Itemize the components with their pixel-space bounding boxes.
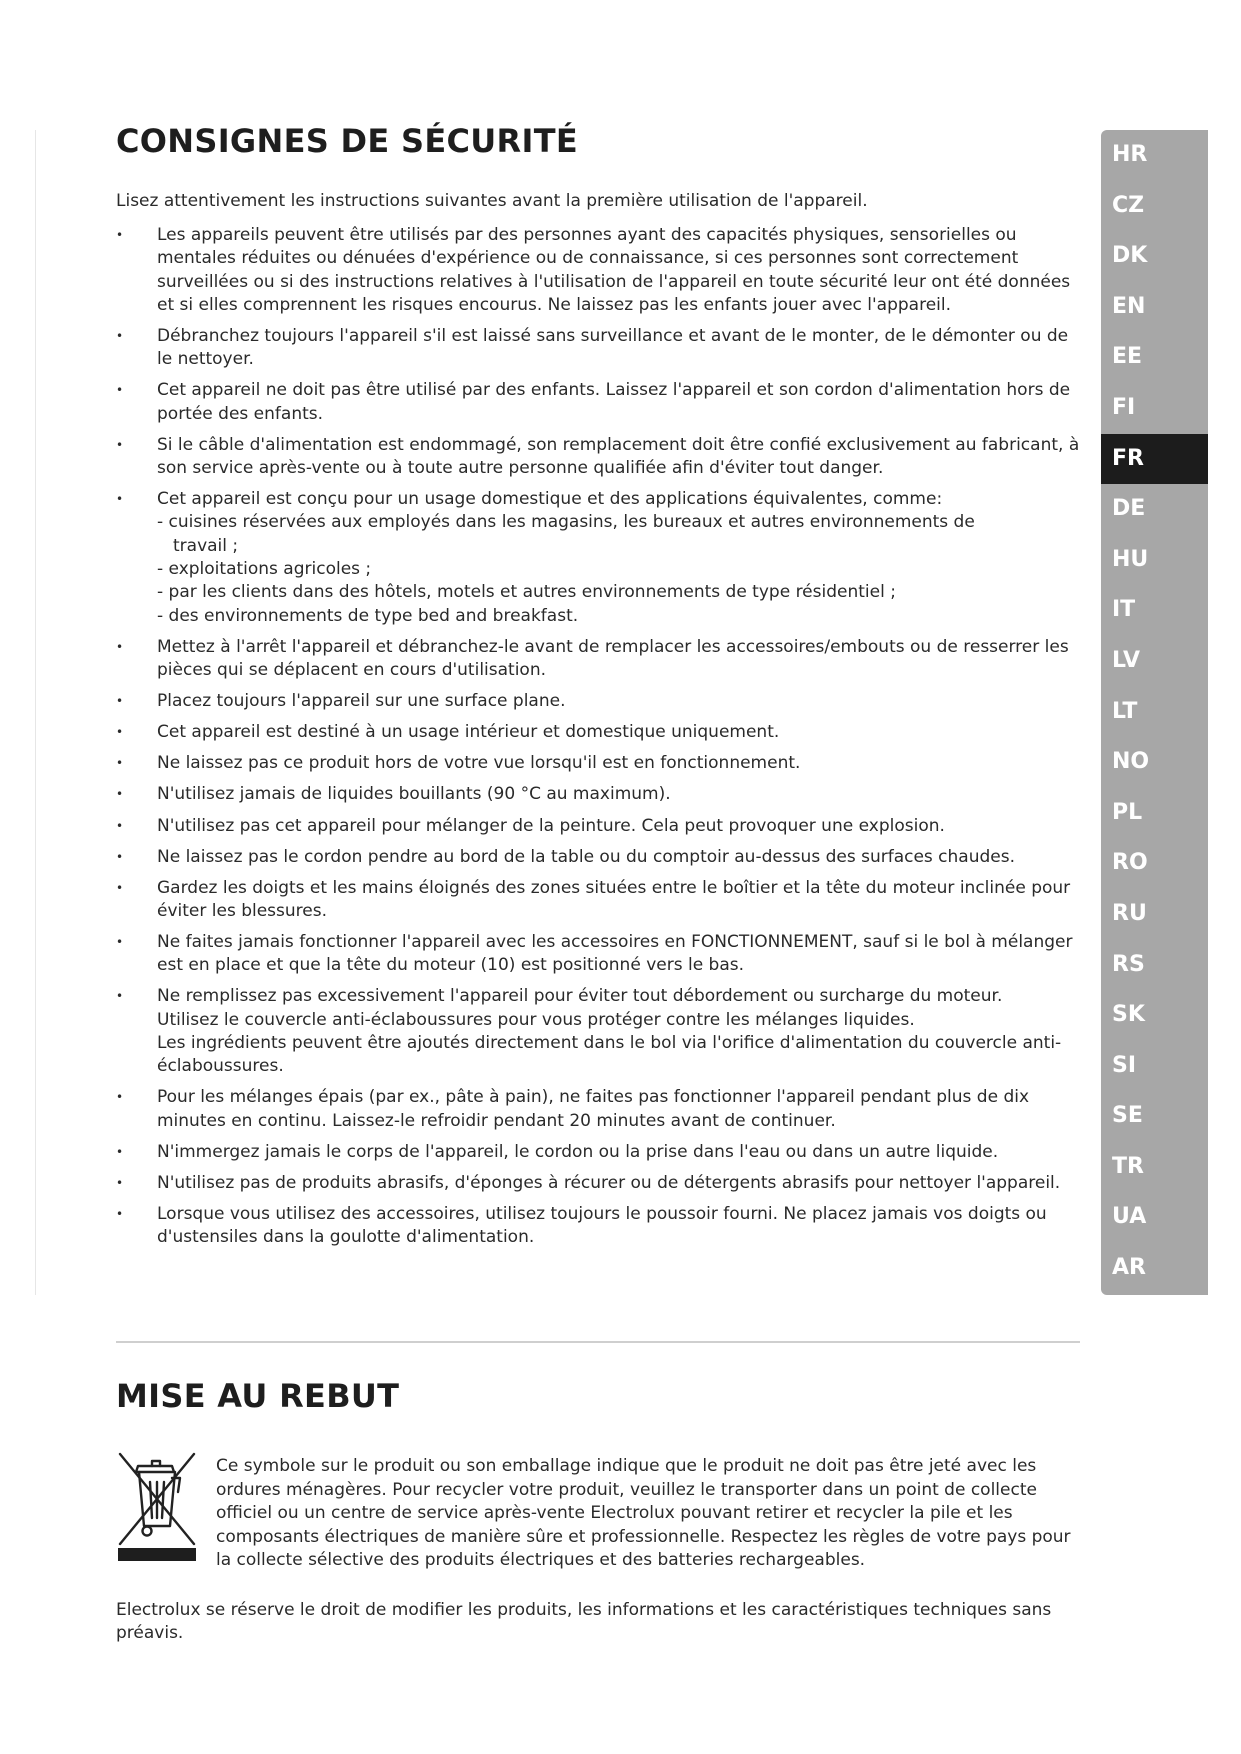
safety-item: • Ne laissez pas le cordon pendre au bord de la table ou du comptoir au-dessus des surfaces chaudes. bbox=[116, 846, 1080, 869]
safety-item-domestic bbox=[116, 488, 1080, 628]
safety-item: • N'utilisez pas cet appareil pour mélanger de la peinture. Cela peut provoquer une explosion. bbox=[116, 815, 1080, 838]
safety-item: • Placez toujours l'appareil sur une surface plane. bbox=[116, 690, 1080, 713]
safety-item: • Les appareils peuvent être utilisés par des personnes ayant des capacités physiques, sensorielles ou mentales réduites ou dénuées d'expérience ou de connaissance, si ces personnes sont correctement surveillées ou si des instructions relatives à l'utilisation de l'appareil en toute sécurité leur ont été données et si elles comprennent les risques encourus. Ne laissez pas les enfants jouer avec l'appareil. bbox=[116, 224, 1080, 317]
safety-item: • N'utilisez jamais de liquides bouillants (90 °C au maximum). bbox=[116, 783, 1080, 806]
overfill-line: Les ingrédients peuvent être ajoutés directement dans le bol via l'orifice d'alimentation du couvercle anti-éclaboussures. bbox=[157, 1033, 1062, 1077]
overfill-line: Utilisez le couvercle anti-éclaboussures pour vous protéger contre les mélanges liquides. bbox=[157, 1009, 915, 1030]
lang-tab-ro[interactable]: RO bbox=[1112, 850, 1148, 876]
lang-tab-hr[interactable]: HR bbox=[1112, 142, 1148, 167]
lang-tab-ua[interactable]: UA bbox=[1112, 1204, 1147, 1230]
safety-item: • Cet appareil ne doit pas être utilisé par des enfants. Laissez l'appareil et son cordon d'alimentation hors de portée des enfants. bbox=[116, 379, 1080, 426]
domestic-subitem: - exploitations agricoles ; bbox=[157, 559, 372, 580]
lang-tab-rs[interactable]: RS bbox=[1112, 951, 1145, 977]
safety-title: CONSIGNES DE SÉCURITÉ bbox=[116, 122, 578, 160]
lang-tab-sk[interactable]: SK bbox=[1112, 1002, 1145, 1028]
lang-tab-fi[interactable]: FI bbox=[1112, 394, 1136, 420]
lang-tab-ee[interactable]: EE bbox=[1112, 344, 1143, 370]
safety-item: • Cet appareil est destiné à un usage intérieur et domestique uniquement. bbox=[116, 721, 1080, 744]
disposal-text: Ce symbole sur le produit ou son emballage indique que le produit ne doit pas être jeté avec les ordures ménagères. Pour recycler votre produit, veuillez le transporter dans un point de collecte officiel ou un centre de service après-vente Electrolux pouvant retirer et recycler la pile et les composants électriques de manière sûre et professionnelle. Respectez les règles de votre pays pour la collecte sélective des produits électriques et des batteries rechargeables. bbox=[216, 1456, 1071, 1570]
lang-tab-it[interactable]: IT bbox=[1112, 597, 1136, 623]
domestic-subitem: - des environnements de type bed and breakfast. bbox=[157, 605, 579, 626]
safety-item: • Gardez les doigts et les mains éloignés des zones situées entre le boîtier et la tête du moteur inclinée pour éviter les blessures. bbox=[116, 877, 1080, 924]
lang-tab-lv[interactable]: LV bbox=[1112, 647, 1141, 673]
safety-item: • Pour les mélanges épais (par ex., pâte à pain), ne faites pas fonctionner l'appareil pendant plus de dix minutes en continu. Laissez-le refroidir pendant 20 minutes avant de continuer. bbox=[116, 1086, 1080, 1133]
overfill-line: • Ne remplissez pas excessivement l'appareil pour éviter tout débordement ou surcharge du moteur. bbox=[157, 986, 1003, 1007]
disposal-title: MISE AU REBUT bbox=[116, 1377, 400, 1415]
lang-tab-fr[interactable]: FR bbox=[1101, 434, 1208, 485]
domestic-subitem: - par les clients dans des hôtels, motels et autres environnements de type résidentiel ; bbox=[157, 582, 896, 603]
lang-tab-ru[interactable]: RU bbox=[1112, 900, 1147, 926]
lang-tab-ar[interactable]: AR bbox=[1112, 1255, 1146, 1281]
safety-item: • N'immergez jamais le corps de l'appareil, le cordon ou la prise dans l'eau ou dans un autre liquide. bbox=[116, 1141, 1080, 1164]
section-divider bbox=[116, 1341, 1080, 1343]
safety-list bbox=[116, 224, 1080, 1257]
safety-item-overfill bbox=[116, 985, 1080, 1078]
lang-tab-en[interactable]: EN bbox=[1112, 293, 1146, 319]
safety-item: • Lorsque vous utilisez des accessoires, utilisez toujours le poussoir fourni. Ne placez jamais vos doigts ou d'ustensiles dans la goulotte d'alimentation. bbox=[116, 1203, 1080, 1250]
safety-item: • Ne faites jamais fonctionner l'appareil avec les accessoires en FONCTIONNEMENT, sauf si le bol à mélanger est en place et que la tête du moteur (10) est positionné vers le bas. bbox=[116, 931, 1080, 978]
domestic-lead: • Cet appareil est conçu pour un usage domestique et des applications équivalentes, comme: bbox=[157, 489, 943, 510]
lang-tab-lt[interactable]: LT bbox=[1112, 698, 1138, 724]
domestic-subitem: - cuisines réservées aux employés dans les magasins, les bureaux et autres environnements de bbox=[157, 512, 975, 533]
safety-intro: Lisez attentivement les instructions suivantes avant la première utilisation de l'appareil. bbox=[116, 191, 868, 211]
safety-item: • Débranchez toujours l'appareil s'il est laissé sans surveillance et avant de le monter, de le démonter ou de le nettoyer. bbox=[116, 325, 1080, 372]
lang-tab-pl[interactable]: PL bbox=[1112, 799, 1143, 825]
language-tabs bbox=[1101, 130, 1208, 1295]
lang-tab-se[interactable]: SE bbox=[1112, 1103, 1143, 1129]
margin-guide bbox=[35, 130, 36, 1295]
safety-item: • Mettez à l'arrêt l'appareil et débranchez-le avant de remplacer les accessoires/embouts ou de resserrer les pièces qui se déplacent en cours d'utilisation. bbox=[116, 636, 1080, 683]
lang-tab-hu[interactable]: HU bbox=[1112, 546, 1149, 572]
crossed-out-wheelie-bin-icon bbox=[114, 1444, 200, 1562]
footer-disclaimer: Electrolux se réserve le droit de modifier les produits, les informations et les caractéristiques techniques sans préavis. bbox=[116, 1600, 1052, 1643]
safety-item: • N'utilisez pas de produits abrasifs, d'éponges à récurer ou de détergents abrasifs pour nettoyer l'appareil. bbox=[116, 1172, 1080, 1195]
safety-item: • Ne laissez pas ce produit hors de votre vue lorsqu'il est en fonctionnement. bbox=[116, 752, 1080, 775]
safety-item: • Si le câble d'alimentation est endommagé, son remplacement doit être confié exclusivement au fabricant, à son service après-vente ou à toute autre personne qualifiée afin d'éviter tout danger. bbox=[116, 434, 1080, 481]
lang-tab-dk[interactable]: DK bbox=[1112, 243, 1148, 269]
domestic-subitem: travail ; bbox=[173, 535, 239, 556]
lang-tab-de[interactable]: DE bbox=[1112, 496, 1146, 522]
lang-tab-no[interactable]: NO bbox=[1112, 749, 1150, 775]
lang-tab-tr[interactable]: TR bbox=[1112, 1153, 1144, 1179]
lang-tab-si[interactable]: SI bbox=[1112, 1052, 1137, 1078]
lang-tab-cz[interactable]: CZ bbox=[1112, 192, 1145, 218]
